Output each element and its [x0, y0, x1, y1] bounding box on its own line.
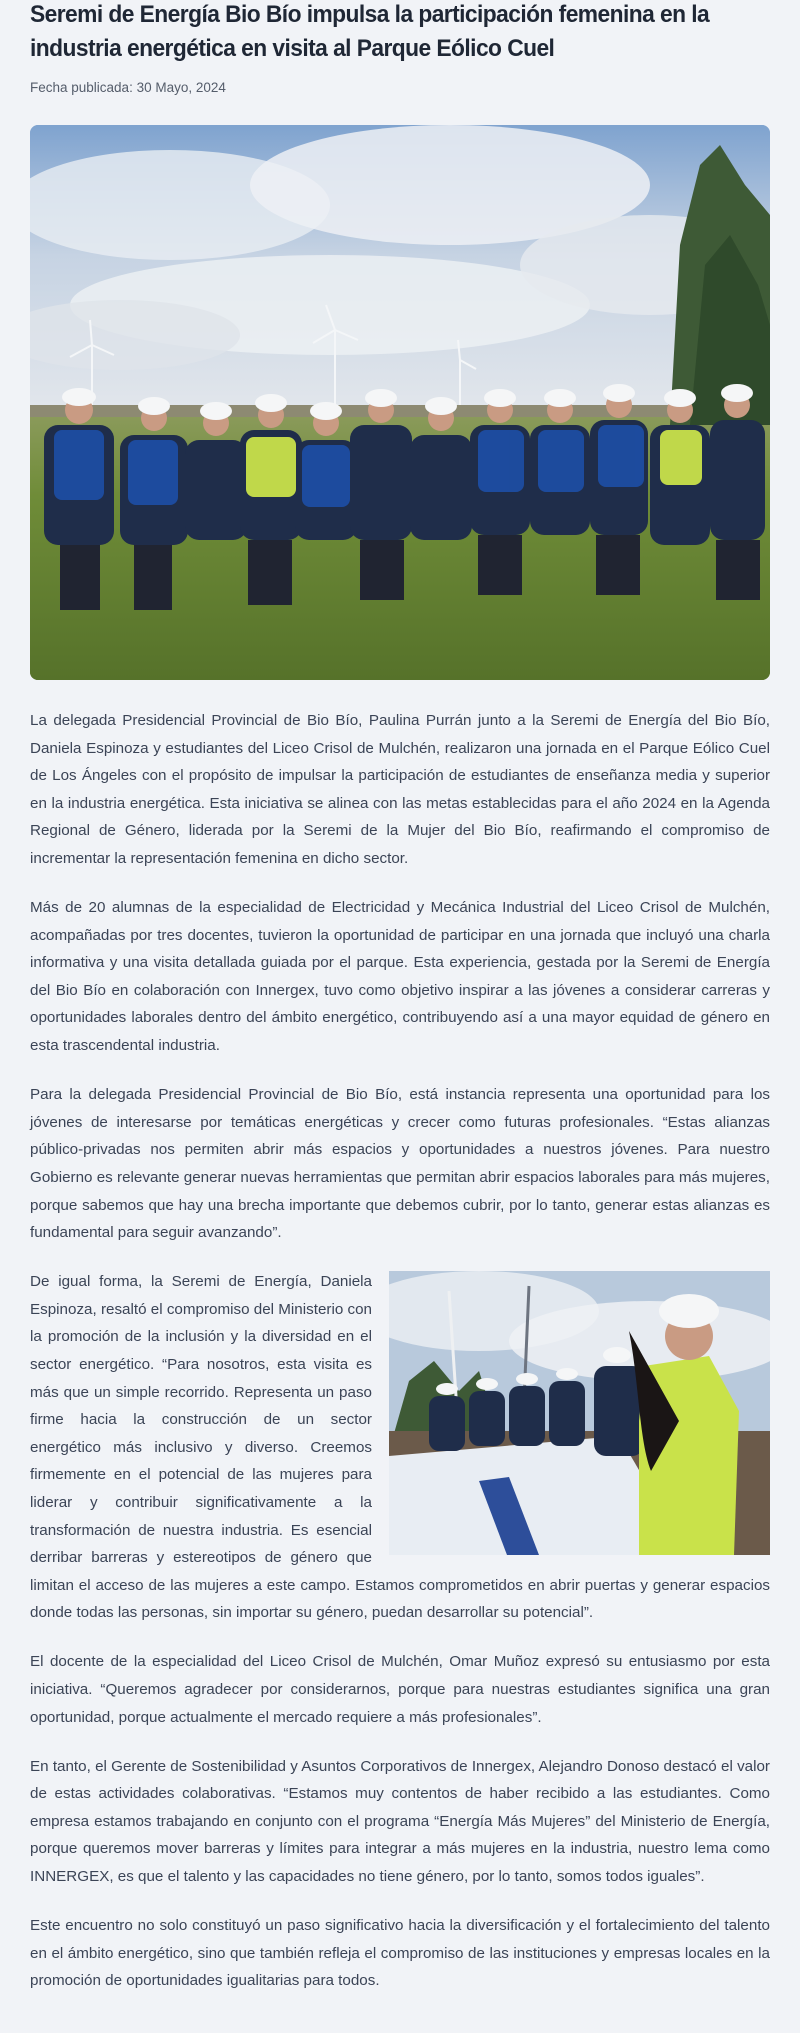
inline-photo-illustration — [389, 1271, 770, 1555]
paragraph: Para la delegada Presidencial Provincial de Bio Bío, está instancia representa una oportunidad para los jóvenes de interesarse por temáticas energéticas y crecer como futuras profesionales. “Estas alianzas público-privadas nos permiten abrir más espacios y oportunidades a nuestros jóvenes. Para nuestro Gobierno es relevante generar nuevas herramientas que permitan abrir espacios laborales para más mujeres, porque sabemos que hay una brecha importante que debemos cubrir, por lo tanto, generar estas alianzas es fundamental para seguir avanzando”. — [30, 1086, 770, 1242]
article — [0, 0, 800, 100]
hero-photo — [30, 125, 770, 680]
paragraph: El docente de la especialidad del Liceo Crisol de Mulchén, Omar Muñoz expresó su entusiasmo por esta iniciativa. “Queremos agradecer por considerarnos, porque para nuestras estudiantes significa una gran oportunidad, porque actualmente el mercado requiere a más profesionales”. — [30, 1653, 770, 1726]
paragraph: Más de 20 alumnas de la especialidad de Electricidad y Mecánica Industrial del Liceo Crisol de Mulchén, acompañadas por tres docentes, tuvieron la oportunidad de participar en una jornada que incluyó una charla informativa y una visita detallada guiada por el parque. Esta experiencia, gestada por la Seremi de Energía del Bio Bío en colaboración con Innergex, tuvo como objetivo inspirar a las jóvenes a considerar carreras y oportunidades laborales dentro del ámbito energético, contribuyendo así a una mayor equidad de género en esta trascendental industria. — [30, 899, 770, 1055]
publish-date: Fecha publicada: 30 Mayo, 2024 — [30, 80, 226, 95]
paragraph: De igual forma, la Seremi de Energía, Daniela Espinoza, resaltó el compromiso del Ministerio con la promoción de la inclusión y la diversidad en el sector energético. “Para nosotros, esta visita es más que un simple recorrido. Representa un paso firme hacia la construcción de un sector energético más inclusivo y diverso. Creemos firmemente en el potencial de las mujeres para liderar y contribuir significativamente a la transformación de nuestra industria. Es esencial derribar barreras y estereotipos de género que limitan el acceso de las mujeres a este campo. Estamos comprometidos en abrir puertas y generar espacios donde todas las personas, sin importar su género, puedan desarrollar su potencial”. — [30, 1273, 770, 1622]
inline-photo — [389, 1271, 770, 1555]
paragraph: Este encuentro no solo constituyó un paso significativo hacia la diversificación y el fortalecimiento del talento en el ámbito energético, sino que también refleja el compromiso de las instituciones y empresas locales en la promoción de oportunidades igualitarias para todos. — [30, 1917, 770, 1990]
paragraph: La delegada Presidencial Provincial de Bio Bío, Paulina Purrán junto a la Seremi de Energía del Bio Bío, Daniela Espinoza y estudiantes del Liceo Crisol de Mulchén, realizaron una jornada en el Parque Eólico Cuel de Los Ángeles con el propósito de impulsar la participación de estudiantes de enseñanza media y superior en la industria energética. Esta iniciativa se alinea con las metas establecidas para el año 2024 en la Agenda Regional de Género, liderada por la Seremi de la Mujer del Bio Bío, reafirmando el compromiso de incrementar la representación femenina en dicho sector. — [30, 712, 770, 867]
paragraph: En tanto, el Gerente de Sostenibilidad y Asuntos Corporativos de Innergex, Alejandro Donoso destacó el valor de estas actividades colaborativas. “Estamos muy contentos de haber recibido a las estudiantes. Como empresa estamos trabajando en conjunto con el programa “Energía Más Mujeres” del Ministerio de Energía, porque queremos mover barreras y límites para integrar a más mujeres en la industria, nuestro lema como INNERGEX, es que el talento y las capacidades no tiene género, por lo tanto, somos todos iguales”. — [30, 1757, 770, 1886]
article-body — [30, 707, 770, 2016]
article-title: Seremi de Energía Bio Bío impulsa la participación femenina en la industria energética en visita al Parque Eólico Cuel — [30, 1, 710, 62]
hero-photo-illustration — [30, 125, 770, 680]
